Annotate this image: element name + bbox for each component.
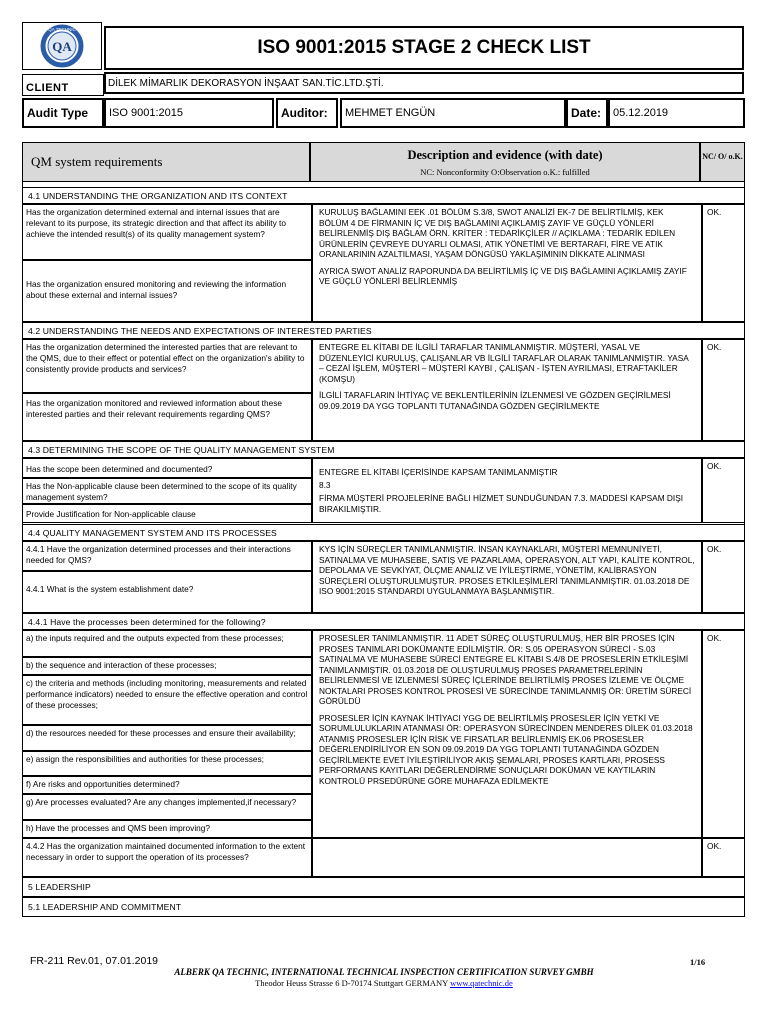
page-number: 1/16 bbox=[690, 957, 706, 967]
status-4-2: OK. bbox=[702, 339, 745, 441]
company-logo bbox=[23, 23, 101, 69]
description-4-3 bbox=[312, 458, 702, 523]
description-4-4-1 bbox=[312, 630, 702, 838]
logo-text: QA bbox=[52, 39, 72, 54]
question-4-3-c: Provide Justification for Non-applicable clause bbox=[22, 504, 312, 523]
question-4-4-1-item-g: g) Are processes evaluated? Are any changes implemented,if necessary? bbox=[22, 794, 312, 820]
status-4-4-2: OK. bbox=[702, 838, 745, 877]
date-label-cell bbox=[566, 98, 608, 128]
auditor-label: Auditor: bbox=[281, 106, 328, 120]
description-4-4-1-p2: PROSESLER İÇİN KAYNAK İHTİYACI YGG DE BELİRTİLMİŞ PROSESLER İÇİN YETKİ VE SORUMLULUKLARIN ATANMASI ÖR: OPERASYON SÜRECİNDEN MENDERES DİLEK 01.03.2018 ATANMIŞ PROSESLER İÇİN RİSK VE FIRSATLAR BELİRLENMİŞ EK.06 PROSESLER DEĞERLENDİRİLİYOR EN SON 09.09.2019 DA YGG TOPLANTI TUTANAĞINDA GÖZDEN GEÇİRİLMEKTE EVET İYİLEŞTİRİLİYOR AKIŞ ŞEMALARI, PROSES KARTLARI, PROSESS PERFORMANS KAYITLARI DEĞERLENDİRME SONUÇLARI DOKÜMAN VE KAYTILARIN KONTROLÜ PRSEDÜRÜNE GÖRE MUHAFAZA EDİLMEKTE bbox=[319, 712, 693, 786]
description-4-1-p2: AYRICA SWOT ANALİZ RAPORUNDA DA BELİRTİLMİŞ İÇ VE DIŞ BAĞLAMINI AÇIKLAMIŞ ZAYIF VE GÜÇLÜ YÖNLERİ BELİRLENMİŞ bbox=[319, 265, 687, 286]
section-4-2: 4.2 UNDERSTANDING THE NEEDS AND EXPECTATIONS OF INTERESTED PARTIES bbox=[22, 322, 745, 339]
audit-type-value: ISO 9001:2015 bbox=[109, 107, 184, 119]
date-value-cell bbox=[608, 98, 745, 128]
client-value: DİLEK MİMARLIK DEKORASYON İNŞAAT SAN.TİC.LTD.ŞTİ. bbox=[104, 72, 744, 94]
col-header-description-legend: NC: Nonconformity O:Observation o.K.: fulfilled bbox=[420, 167, 590, 177]
question-4-3-a: Has the scope been determined and documented? bbox=[22, 458, 312, 478]
description-4-2 bbox=[312, 339, 702, 441]
question-4-4-1-item-c: c) the criteria and methods (including monitoring, measurements and related performance indicators) needed to ensure the effective operation and control of these processes; bbox=[22, 675, 312, 725]
section-5-1: 5.1 LEADERSHIP AND COMMITMENT bbox=[22, 897, 745, 917]
question-4-4-1-b: 4.4.1 What is the system establishment date? bbox=[22, 571, 312, 613]
description-4-1-p1: KURULUŞ BAĞLAMINI EEK .01 BÖLÜM S.3/8, SWOT ANALİZİ EK-7 DE BELİRTİLMİŞ, KEK BÖLÜM 4 DE FİRMANIN İÇ VE DIŞ BAĞLAMINI AÇIKLAMIŞ ZAYIF VE GÜÇLÜ YÖNLERİ BELİRLENMİŞ DIŞ BAĞLAM ÖRN. KRİTER : TEDARİKÇİLER // AÇIKLAMA : TEDARİK EDİLEN ÜRÜNLERİN ÇEVREYE DUYARLI OLMASI, ATIK YÖNETİMİ VE BERTARAFI, FİRE VE ATIK ORANLARININ AZALTILMASI, YAŞAM DÖNGÜSÜ YAKLAŞIMININ DİKKATE ALINMASI bbox=[319, 207, 676, 259]
question-4-1-b: Has the organization ensured monitoring and reviewing the information about these external and internal issues? bbox=[22, 260, 312, 322]
question-4-4-1-item-f: f) Are risks and opportunities determined? bbox=[22, 776, 312, 794]
date-label: Date: bbox=[571, 106, 602, 120]
col-header-description-title: Description and evidence (with date) bbox=[407, 148, 603, 162]
audit-type-value-cell bbox=[104, 98, 274, 128]
question-4-4-1-item-b: b) the sequence and interaction of these processes; bbox=[22, 657, 312, 675]
section-4-4: 4.4 QUALITY MANAGEMENT SYSTEM AND ITS PROCESSES bbox=[22, 524, 745, 541]
description-4-3-p3: FİRMA MÜŞTERİ PROJELERİNE BAĞLI HİZMET SUNDUĞUNDAN 7.3. MADDESİ KAPSAM DIŞI BIRAKILMIŞTIR. bbox=[319, 493, 684, 514]
document-reference: FR-211 Rev.01, 07.01.2019 bbox=[30, 955, 159, 967]
question-4-2-a: Has the organization determined the interested parties that are relevant to the QMS, due to their effect or potential effect on the organization's ability to consistently provide products and services? bbox=[22, 339, 312, 393]
audit-type-label-cell bbox=[22, 98, 104, 128]
description-4-2-p1: ENTEGRE EL KİTABI DE İLGİLİ TARAFLAR TANIMLANMIŞTIR. MÜŞTERİ, YASAL VE DÜZENLEYİCİ KURULUŞ, ÇALIŞANLAR VB İLGİLİ TARAFLAR OLARAK TANIMLANMIŞTIR. YASA – CEZAİ İŞLEM, MÜŞTERİ – MÜŞTERİ KAYBI , ÇALIŞAN - İŞTEN AYRILMASI, ETRAFTAKİLER (KOMŞU) bbox=[319, 342, 689, 384]
date-value: 05.12.2019 bbox=[613, 107, 669, 119]
page-title: ISO 9001:2015 STAGE 2 CHECK LIST bbox=[104, 26, 744, 70]
section-4-4-1: 4.4.1 Have the processes been determined for the following? bbox=[22, 613, 745, 630]
question-4-1-a: Has the organization determined external and internal issues that are relevant to its purpose, its strategic direction and that affect its ability to achieve the intended result(s) of its quality management system? bbox=[22, 204, 312, 260]
logo-frame bbox=[22, 22, 102, 70]
section-5: 5 LEADERSHIP bbox=[22, 877, 745, 897]
auditor-value: MEHMET ENGÜN bbox=[345, 107, 436, 119]
client-label: CLIENT bbox=[22, 74, 104, 96]
status-4-3: OK. bbox=[702, 458, 745, 523]
question-4-4-1-a: 4.4.1 Have the organization determined processes and their interactions needed for QMS? bbox=[22, 541, 312, 571]
company-name: ALBERK QA TECHNIC, INTERNATIONAL TECHNICAL INSPECTION CERTIFICATION SURVEY GMBH bbox=[174, 967, 594, 977]
question-4-3-b: Has the Non-applicable clause been determined to the scope of its quality management system? bbox=[22, 478, 312, 504]
description-4-2-p2: İLGİLİ TARAFLARIN İHTİYAÇ VE BEKLENTİLERİNİN İZLENMESİ VE GÖZDEN GEÇİRİLMESİ 09.09.2019 DA YGG TOPLANTI TUTANAĞINDA GÖZDEN GEÇİRİLMEKTE bbox=[319, 390, 671, 411]
company-address-line bbox=[0, 978, 768, 988]
question-4-2-b: Has the organization monitored and reviewed information about these interested parties and their relevant requirements regarding QMS? bbox=[22, 393, 312, 441]
auditor-label-cell bbox=[276, 98, 338, 128]
status-4-4-1: OK. bbox=[702, 630, 745, 838]
question-4-4-1-item-e: e) assign the responsibilities and authorities for these processes; bbox=[22, 751, 312, 776]
company-address: Theodor Heuss Strasse 6 D-70174 Stuttgart GERMANY bbox=[255, 978, 448, 988]
description-4-3-p1: ENTEGRE EL KİTABI İÇERİSİNDE KAPSAM TANIMLANMIŞTIR bbox=[319, 467, 558, 477]
question-4-4-2: 4.4.2 Has the organization maintained documented information to the extent necessary in order to support the operation of its processes? bbox=[22, 838, 312, 877]
status-4-1: OK. bbox=[702, 204, 745, 322]
question-4-4-1-item-d: d) the resources needed for these processes and ensure their availability; bbox=[22, 725, 312, 751]
col-header-description bbox=[310, 142, 700, 182]
section-4-3: 4.3 DETERMINING THE SCOPE OF THE QUALITY MANAGEMENT SYSTEM bbox=[22, 441, 745, 458]
description-4-4: KYS İÇİN SÜREÇLER TANIMLANMIŞTIR. İNSAN KAYNAKLARI, MÜŞTERİ MEMNUNİYETİ, SATINALMA VE MUHASEBE, SATIŞ VE PAZARLAMA, OPERASYON, ALT YAPI, KALİTE KONTROL, DEPOLAMA VE SEVKİYAT, ÖLÇME ANALİZ VE İYİLEŞTİRME, YÖNETİM, KALİBRASYON SÜREÇLERİ OLUŞTURULMUŞTUR. PROSES ETKİLEŞİMLERİ TANIMLANMIŞTIR. 01.03.2018 DE ISO 9001:2015 STANDARDI UYGULANMAYA BAŞLANMIŞTIR. bbox=[312, 541, 702, 613]
website-link[interactable]: www.qatechnic.de bbox=[450, 978, 513, 988]
logo-ring-text: QA TECHNIC bbox=[48, 27, 76, 32]
question-4-4-1-item-a: a) the inputs required and the outputs expected from these processes; bbox=[22, 630, 312, 657]
audit-type-label: Audit Type bbox=[27, 106, 89, 120]
status-4-4: OK. bbox=[702, 541, 745, 613]
auditor-value-cell bbox=[340, 98, 566, 128]
description-4-4-1-p1: PROSESLER TANIMLANMIŞTIR. 11 ADET SÜREÇ OLUŞTURULMUŞ, HER BİR PROSES İÇİN PROSES TANIMLARI DOKÜMANTE EDİLMİŞTİR. ÖR: S.05 OPERASYON SÜRECİ - S.03 SATINALMA VE MUHASEBE SÜRECİ ENTEGRE EL KİTABI S.4/8 DE PROSESLERİN ETKİLEŞİMİ TANIMLANMIŞTIR. 01.03.2018 DE OLUŞTURULMUŞ PROSES PARAMETRELERİNİN BELİRLENMESİ VE İZLENMESİ SÜREÇ İÇLERİNDE BELİRTİLMİŞ PROSES İZLEME VE ÖLÇME NOKTALARI PROSES KONTROL PROSESİ VE SÜRECİNDE TANIMLANMIŞ ÖR: ÜRETİM SÜRECİ GÖRÜLDÜ bbox=[319, 633, 692, 706]
col-header-status: NC/ O/ o.K. bbox=[700, 142, 745, 182]
col-header-requirements: QM system requirements bbox=[22, 142, 310, 182]
description-4-3-p2: 8.3 bbox=[319, 479, 331, 490]
description-4-4-2 bbox=[312, 838, 702, 877]
section-4-1: 4.1 UNDERSTANDING THE ORGANIZATION AND ITS CONTEXT bbox=[22, 187, 745, 204]
question-4-4-1-item-h: h) Have the processes and QMS been improving? bbox=[22, 820, 312, 838]
description-4-1 bbox=[312, 204, 702, 322]
